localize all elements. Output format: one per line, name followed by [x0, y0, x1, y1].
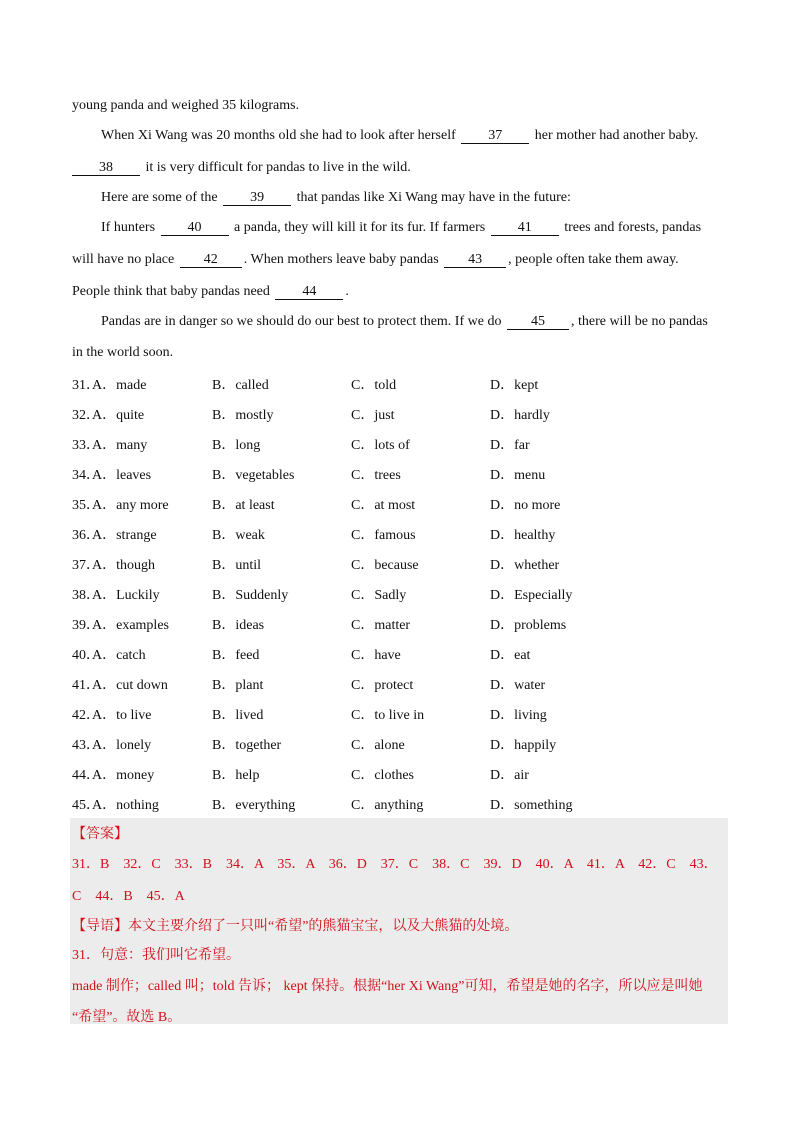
blank-42[interactable]: 42 — [180, 253, 242, 268]
answer-key-line: C 44．B 45．A — [72, 889, 185, 904]
passage-line: will have no place 42 . When mothers leave baby pandas 43 , people often take them away. — [72, 252, 679, 267]
answer-heading: 【答案】 — [72, 827, 128, 842]
option-a[interactable]: A．quite — [92, 408, 145, 423]
option-a[interactable]: A．many — [92, 438, 148, 453]
passage-line: in the world soon. — [72, 345, 174, 360]
option-a[interactable]: A．nothing — [92, 798, 159, 813]
option-d[interactable]: D．eat — [490, 648, 531, 663]
option-a[interactable]: A．cut down — [92, 678, 168, 693]
question-number: 33． — [72, 438, 100, 453]
passage-line: 38 it is very difficult for pandas to live in the wild. — [72, 160, 722, 176]
question-number: 38． — [72, 588, 100, 603]
option-a[interactable]: A．Luckily — [92, 588, 160, 603]
option-b[interactable]: B．called — [212, 378, 269, 393]
blank-43[interactable]: 43 — [444, 253, 506, 268]
option-d[interactable]: D．Especially — [490, 588, 573, 603]
option-d[interactable]: D．hardly — [490, 408, 550, 423]
question-row — [72, 734, 672, 754]
option-d[interactable]: D．whether — [490, 558, 560, 573]
option-d[interactable]: D．water — [490, 678, 546, 693]
question-number: 32． — [72, 408, 100, 423]
option-b[interactable]: B．Suddenly — [212, 588, 289, 603]
option-d[interactable]: D．no more — [490, 498, 561, 513]
option-d[interactable]: D．menu — [490, 468, 546, 483]
question-number: 35． — [72, 498, 100, 513]
question-row — [72, 704, 672, 724]
option-d[interactable]: D．happily — [490, 738, 557, 753]
question-number: 40． — [72, 648, 100, 663]
question-row — [72, 614, 672, 634]
option-c[interactable]: C．because — [351, 558, 419, 573]
option-d[interactable]: D．healthy — [490, 528, 556, 543]
option-a[interactable]: A．lonely — [92, 738, 152, 753]
option-b[interactable]: B．at least — [212, 498, 275, 513]
option-c[interactable]: C．protect — [351, 678, 414, 693]
question-row — [72, 434, 672, 454]
question-row — [72, 554, 672, 574]
question-row — [72, 794, 672, 814]
option-a[interactable]: A．made — [92, 378, 147, 393]
question-row — [72, 584, 672, 604]
option-d[interactable]: D．living — [490, 708, 547, 723]
passage-line: young panda and weighed 35 kilograms. — [72, 98, 300, 113]
option-b[interactable]: B．together — [212, 738, 282, 753]
question-row — [72, 494, 672, 514]
option-b[interactable]: B．ideas — [212, 618, 265, 633]
option-a[interactable]: A．though — [92, 558, 155, 573]
option-c[interactable]: C．have — [351, 648, 401, 663]
blank-41[interactable]: 41 — [491, 221, 559, 236]
option-c[interactable]: C．to live in — [351, 708, 425, 723]
option-d[interactable]: D．air — [490, 768, 529, 783]
question-number: 44． — [72, 768, 100, 783]
explanation-text: made 制作；called 叫；told 告诉； kept 保持。根据“her Xi Wang”可知，希望是她的名字，所以应是叫她 — [72, 979, 703, 994]
question-number: 31． — [72, 378, 100, 393]
question-number: 34． — [72, 468, 100, 483]
question-row — [72, 524, 672, 544]
question-number: 43． — [72, 738, 100, 753]
option-c[interactable]: C．at most — [351, 498, 416, 513]
option-b[interactable]: B．until — [212, 558, 262, 573]
question-row — [72, 374, 672, 394]
explanation-text: “希望”。故选 B。 — [72, 1010, 182, 1025]
explanation-title: 31．句意：我们叫它希望。 — [72, 948, 240, 963]
blank-37[interactable]: 37 — [461, 129, 529, 144]
option-b[interactable]: B．help — [212, 768, 260, 783]
question-number: 37． — [72, 558, 100, 573]
option-a[interactable]: A．catch — [92, 648, 146, 663]
option-c[interactable]: C．famous — [351, 528, 416, 543]
question-row — [72, 674, 672, 694]
passage-line: Pandas are in danger so we should do our best to protect them. If we do 45 , there will be no pandas — [101, 314, 708, 329]
option-c[interactable]: C．trees — [351, 468, 401, 483]
option-b[interactable]: B．everything — [212, 798, 296, 813]
option-b[interactable]: B．lived — [212, 708, 264, 723]
option-a[interactable]: A．leaves — [92, 468, 152, 483]
option-d[interactable]: D．far — [490, 438, 530, 453]
question-row — [72, 404, 672, 424]
question-number: 39． — [72, 618, 100, 633]
option-a[interactable]: A．strange — [92, 528, 157, 543]
blank-40[interactable]: 40 — [161, 221, 229, 236]
passage-line: If hunters 40 a panda, they will kill it for its fur. If farmers 41 trees and forests, pandas — [101, 220, 702, 235]
option-a[interactable]: A．money — [92, 768, 155, 783]
question-row — [72, 764, 672, 784]
option-b[interactable]: B．plant — [212, 678, 264, 693]
passage-line: Here are some of the 39 that pandas like Xi Wang may have in the future: — [101, 190, 571, 205]
option-d[interactable]: D．something — [490, 798, 573, 813]
option-c[interactable]: C．alone — [351, 738, 405, 753]
question-row — [72, 464, 672, 484]
option-b[interactable]: B．weak — [212, 528, 265, 543]
question-number: 42． — [72, 708, 100, 723]
option-a[interactable]: A．to live — [92, 708, 152, 723]
question-number: 45． — [72, 798, 100, 813]
option-c[interactable]: C．Sadly — [351, 588, 407, 603]
option-b[interactable]: B．vegetables — [212, 468, 295, 483]
blank-38[interactable]: 38 — [72, 161, 140, 176]
option-b[interactable]: B．feed — [212, 648, 260, 663]
question-number: 36． — [72, 528, 100, 543]
blank-44[interactable]: 44 — [275, 285, 343, 300]
blank-39[interactable]: 39 — [223, 191, 291, 206]
passage-line: When Xi Wang was 20 months old she had to look after herself 37 her mother had another baby. — [101, 128, 699, 143]
option-c[interactable]: C．anything — [351, 798, 424, 813]
question-number: 41． — [72, 678, 100, 693]
option-a[interactable]: A．any more — [92, 498, 169, 513]
passage-line: People think that baby pandas need 44 . — [72, 284, 349, 299]
option-c[interactable]: C．matter — [351, 618, 411, 633]
option-a[interactable]: A．examples — [92, 618, 169, 633]
guide-text: 【导语】本文主要介绍了一只叫“希望”的熊猫宝宝，以及大熊猫的处境。 — [72, 919, 519, 934]
question-row — [72, 644, 672, 664]
option-b[interactable]: B．long — [212, 438, 261, 453]
blank-45[interactable]: 45 — [507, 315, 569, 330]
option-c[interactable]: C．told — [351, 378, 397, 393]
option-c[interactable]: C．clothes — [351, 768, 414, 783]
option-d[interactable]: D．kept — [490, 378, 539, 393]
answer-key-line: 31．B 32．C 33．B 34．A 35．A 36．D 37．C 38．C 39．D 40．A 41．A 42．C 43． — [72, 857, 718, 872]
option-b[interactable]: B．mostly — [212, 408, 274, 423]
option-c[interactable]: C．just — [351, 408, 395, 423]
option-c[interactable]: C．lots of — [351, 438, 410, 453]
option-d[interactable]: D．problems — [490, 618, 567, 633]
